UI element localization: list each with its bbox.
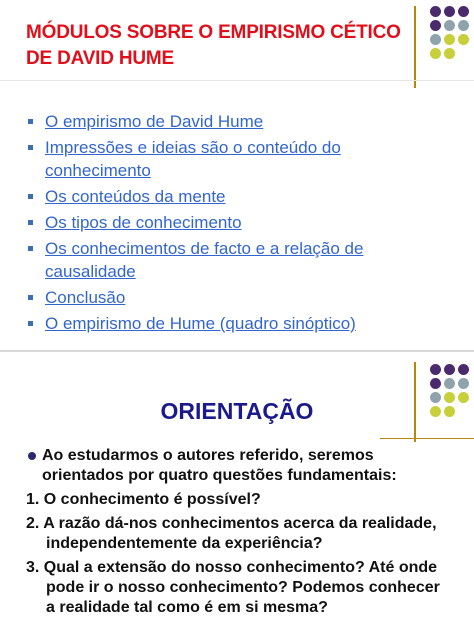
- bullet-icon: [28, 246, 33, 251]
- list-item: [28, 211, 408, 234]
- list-item: [28, 185, 408, 208]
- link-conclusao[interactable]: Conclusão: [45, 288, 126, 307]
- bullet-icon: [28, 220, 33, 225]
- decorative-horizontal-line: [0, 80, 474, 81]
- list-item: [28, 136, 408, 182]
- bullet-icon: [28, 295, 33, 300]
- question-3: 3. Qual a extensão do nosso conhecimento? Até onde pode ir o nosso conhecimento? Podemos conhecer a realidade tal como é em si mesma?: [26, 559, 440, 616]
- list-item: [28, 286, 408, 309]
- link-impressoes-ideias[interactable]: Impressões e ideias são o conteúdo do conhecimento: [45, 138, 341, 180]
- slide-2-body: [26, 446, 446, 622]
- slide-2-title: ORIENTAÇÃO: [160, 398, 314, 424]
- intro-paragraph: [26, 446, 446, 486]
- link-quadro-sinoptico[interactable]: O empirismo de Hume (quadro sinóptico): [45, 314, 356, 333]
- bullet-icon: [28, 145, 33, 150]
- list-item: [28, 237, 408, 283]
- link-conteudos-mente[interactable]: Os conteúdos da mente: [45, 187, 226, 206]
- bullet-icon: [28, 452, 36, 460]
- slide-1-title: MÓDULOS SOBRE O EMPIRISMO CÉTICO DE DAVID HUME: [26, 22, 401, 69]
- list-item: [28, 312, 408, 335]
- link-empirismo-david-hume[interactable]: O empirismo de David Hume: [45, 112, 264, 131]
- bullet-icon: [28, 119, 33, 124]
- link-conhecimentos-facto[interactable]: Os conhecimentos de facto e a relação de causalidade: [45, 239, 364, 281]
- list-item: [28, 110, 408, 133]
- link-tipos-conhecimento[interactable]: Os tipos de conhecimento: [45, 213, 242, 232]
- module-link-list: [28, 110, 408, 338]
- slide-2: [0, 352, 474, 632]
- decorative-dot-grid: [408, 4, 470, 62]
- bullet-icon: [28, 321, 33, 326]
- intro-text: Ao estudarmos o autores referido, seremos orientados por quatro questões fundamentais:: [42, 447, 397, 484]
- question-1: 1. O conhecimento é possível?: [26, 491, 261, 508]
- bullet-icon: [28, 194, 33, 199]
- question-2: 2. A razão dá-nos conhecimentos acerca da realidade, independentemente da experiência?: [26, 515, 437, 552]
- decorative-horizontal-line: [380, 438, 474, 439]
